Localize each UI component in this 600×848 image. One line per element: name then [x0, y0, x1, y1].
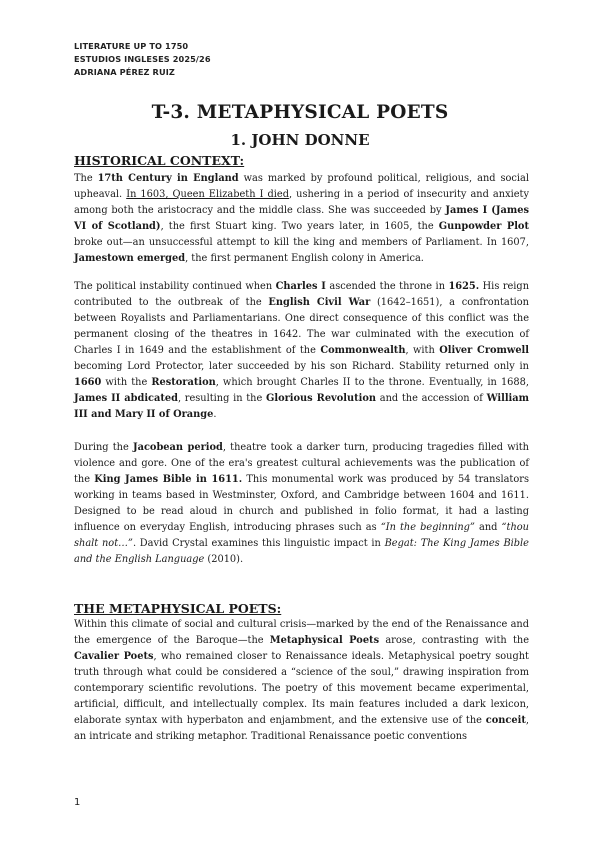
paragraph-historical-3: During the Jacobean period, theatre took a darker turn, producing tragedies filled with violence and gore. One of the era's greatest cultural achievements was the publication of the King James Bible in 1611. This monumental work was produced by 54 translators working in teams based in Westminster, Oxford, and Cambridge between 1604 and 1611. Designed to be read aloud in church and published in folio format, it had a lasting influence on everyday English, introducing phrases such as “In the beginning” and “thou shalt not…”. David Crystal examines this linguistic impact in Begat: The King James Bible and the English Language (2010). [74, 442, 529, 565]
degree-label: ESTUDIOS INGLESES 2025/26 [74, 54, 211, 64]
author-name: ADRIANA PÉREZ RUIZ [74, 67, 175, 77]
section-heading-historical-context: HISTORICAL CONTEXT: [74, 153, 245, 168]
document-subtitle: 1. JOHN DONNE [230, 131, 370, 149]
document-header [74, 40, 211, 79]
paragraph-historical-1: The 17th Century in England was marked by profound political, religious, and social upheaval. In 1603, Queen Elizabeth I died, ushering in a period of insecurity and anxiety among both the aristocracy and the middle class. She was succeeded by James I (James VI of Scotland), the first Stuart king. Two years later, in 1605, the Gunpowder Plot broke out—an unsuccessful attempt to kill the king and members of Parliament. In 1607, Jamestown emerged, the first permanent English colony in America. [74, 173, 530, 264]
section-heading-metaphysical-poets: THE METAPHYSICAL POETS: [74, 601, 282, 616]
course-title: LITERATURE UP TO 1750 [74, 41, 189, 51]
paragraph-historical-2: The political instability continued when Charles I ascended the throne in 1625. His reign contributed to the outbreak of the English Civil War (1642–1651), a confrontation between Royalists and Parliamentarians. One direct consequence of this conflict was the permanent closing of the theatres in 1642. The war culminated with the execution of Charles I in 1649 and the establishment of the Commonwealth, with Oliver Cromwell becoming Lord Protector, later succeeded by his son Richard. Stability returned only in 1660 with the Restoration, which brought Charles II to the throne. Eventually, in 1688, James II abdicated, resulting in the Glorious Revolution and the accession of William III and Mary II of Orange. [74, 281, 530, 420]
page-number: 1 [74, 797, 81, 808]
paragraph-metaphysical-1: Within this climate of social and cultural crisis—marked by the end of the Renaissance and the emergence of the Baroque—the Metaphysical Poets arose, contrasting with the Cavalier Poets, who remained closer to Renaissance ideals. Metaphysical poetry sought truth through what could be considered a “science of the soul,” drawing inspiration from contemporary scientific revolutions. The poetry of this movement became experimental, artificial, difficult, and intellectually complex. Its main features included a dark lexicon, elaborate syntax with hyperbaton and enjambment, and the extensive use of the conceit, an intricate and striking metaphor. Traditional Renaissance poetic conventions [74, 619, 529, 742]
document-title: T-3. METAPHYSICAL POETS [151, 102, 449, 123]
